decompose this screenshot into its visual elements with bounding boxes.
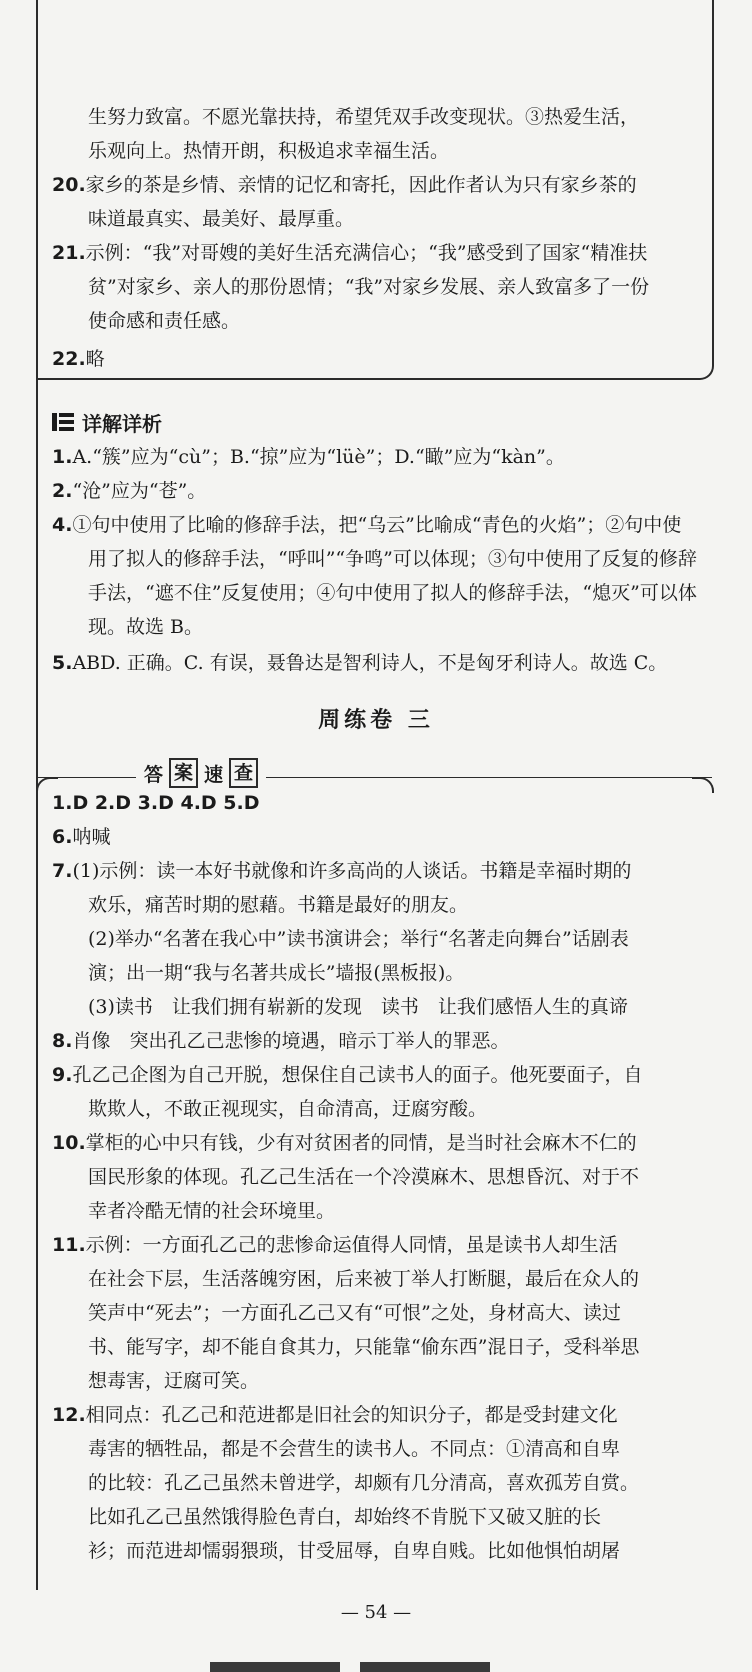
question-number: 4.: [52, 514, 73, 536]
text-line: 国民形象的体现。孔乙己生活在一个冷漠麻木、思想昏沉、对于不: [88, 1166, 640, 1188]
answer-text: “沧”应为“苍”。: [72, 480, 207, 502]
question-number: 6.: [52, 826, 73, 848]
answer-text: 孔乙己企图为自己开脱，想保住自己读书人的面子。他死要面子，自: [72, 1064, 643, 1086]
text-line: 比如孔乙己虽然饿得脸色青白，却始终不肯脱下又破又脏的长: [88, 1506, 602, 1528]
week-test-title: 周练卷 三: [318, 708, 434, 733]
question-number: 7.: [52, 860, 73, 882]
detail-4: [52, 508, 712, 542]
section-title: 详解详析: [82, 411, 162, 436]
text-line: 幸者冷酷无情的社会环境里。: [88, 1200, 336, 1222]
binding-mark: [210, 1662, 340, 1672]
answer-quick-check-header: [136, 758, 266, 788]
question-number: 12.: [52, 1404, 86, 1426]
text-line: 用了拟人的修辞手法，“呼叫”“争鸣”可以体现；③句中使用了反复的修辞: [88, 548, 697, 570]
question-20: [52, 168, 712, 202]
answer-text: 呐喊: [72, 826, 111, 848]
text-line: 在社会下层，生活落魄穷困，后来被丁举人打断腿，最后在众人的: [88, 1268, 640, 1290]
binding-mark: [360, 1662, 490, 1672]
text-line: 毒害的牺牲品，都是不会营生的读书人。不同点：①清高和自卑: [88, 1438, 621, 1460]
text-line: 手法，“遮不住”反复使用；④句中使用了拟人的修辞手法，“熄灭”可以体: [88, 582, 697, 604]
text-line: 演；出一期“我与名著共成长”墙报(黑板报)。: [88, 962, 465, 984]
question-number: 8.: [52, 1030, 73, 1052]
answer-text: 掌柜的心中只有钱，少有对贫困者的同情，是当时社会麻木不仁的: [85, 1132, 637, 1154]
detail-5: [52, 646, 712, 680]
question-number: 1.: [52, 446, 73, 468]
detail-2: [52, 474, 712, 508]
mc-answers: 1.D 2.D 3.D 4.D 5.D: [52, 792, 260, 814]
answer-text: 相同点：孔乙己和范进都是旧社会的知识分子，都是受封建文化: [85, 1404, 618, 1426]
question-number: 2.: [52, 480, 73, 502]
question-number: 22.: [52, 348, 86, 370]
section-marker-icon: [52, 411, 74, 433]
answer-8: [52, 1024, 712, 1058]
answer-10: [52, 1126, 712, 1160]
answer-text: 示例：“我”对哥嫂的美好生活充满信心；“我”感受到了国家“精准扶: [85, 242, 648, 264]
page-number: — 54 —: [340, 1602, 412, 1623]
answer-text: 家乡的茶是乡情、亲情的记忆和寄托，因此作者认为只有家乡茶的: [85, 174, 637, 196]
section-heading: [52, 405, 162, 439]
text-line: 味道最真实、最美好、最厚重。: [88, 208, 355, 230]
answer-head-char: 答: [144, 763, 164, 786]
question-number: 9.: [52, 1064, 73, 1086]
answer-text: (1)示例：读一本好书就像和许多高尚的人谈话。书籍是幸福时期的: [72, 860, 632, 882]
answer-head-char-boxed: 案: [169, 758, 198, 788]
text-line: 现。故选 B。: [88, 616, 204, 638]
answer-6: [52, 820, 712, 854]
text-line: 欺欺人，不敢正视现实，自命清高，迂腐穷酸。: [88, 1098, 488, 1120]
answer-12: [52, 1398, 712, 1432]
multiple-choice-answers: [52, 786, 712, 820]
answer-head-char-boxed: 查: [229, 758, 258, 788]
text-line: 笑声中“死去”；一方面孔乙己又有“可恨”之处，身材高大、读过: [88, 1302, 621, 1324]
answer-text: ABD. 正确。C. 有误，聂鲁达是智利诗人，不是匈牙利诗人。故选 C。: [72, 652, 668, 674]
answer-text: 略: [85, 348, 105, 370]
answer-text: 示例：一方面孔乙己的悲惨命运值得人同情，虽是读书人却生活: [85, 1234, 618, 1256]
question-21: [52, 236, 712, 270]
question-number: 11.: [52, 1234, 86, 1256]
answer-11: [52, 1228, 712, 1262]
text-line: 欢乐，痛苦时期的慰藉。书籍是最好的朋友。: [88, 894, 469, 916]
text-line: 乐观向上。热情开朗，积极追求幸福生活。: [88, 140, 450, 162]
answer-9: [52, 1058, 712, 1092]
text-line: 衫；而范进却懦弱猥琐，甘受屈辱，自卑自贱。比如他惧怕胡屠: [88, 1540, 621, 1562]
question-number: 10.: [52, 1132, 86, 1154]
text-line: 的比较：孔乙己虽然未曾进学，却颇有几分清高，喜欢孤芳自赏。: [88, 1472, 640, 1494]
text-line: 书、能写字，却不能自食其力，只能靠“偷东西”混日子，受科举思: [88, 1336, 640, 1358]
question-number: 5.: [52, 652, 73, 674]
answer-text: 肖像 突出孔乙己悲惨的境遇，暗示丁举人的罪恶。: [72, 1030, 510, 1052]
detail-1: [52, 440, 712, 474]
answer-text: ①句中使用了比喻的修辞手法，把“乌云”比喻成“青色的火焰”；②句中使: [72, 514, 682, 536]
answer-head-char: 速: [204, 763, 224, 786]
question-number: 20.: [52, 174, 86, 196]
answer-7: [52, 854, 712, 888]
text-line: 贫”对家乡、亲人的那份恩情；“我”对家乡发展、亲人致富多了一份: [88, 276, 650, 298]
text-line: (2)举办“名著在我心中”读书演讲会；举行“名著走向舞台”话剧表: [88, 928, 629, 950]
answer-text: A.“簇”应为“cù”；B.“掠”应为“lüè”；D.“瞰”应为“kàn”。: [72, 446, 565, 468]
text-line: 生努力致富。不愿光靠扶持，希望凭双手改变现状。③热爱生活，: [88, 106, 640, 128]
question-number: 21.: [52, 242, 86, 264]
text-line: (3)读书 让我们拥有崭新的发现 读书 让我们感悟人生的真谛: [88, 996, 628, 1018]
text-line: 使命感和责任感。: [88, 310, 241, 332]
text-line: 想毒害，迂腐可笑。: [88, 1370, 260, 1392]
question-22: [52, 342, 712, 376]
